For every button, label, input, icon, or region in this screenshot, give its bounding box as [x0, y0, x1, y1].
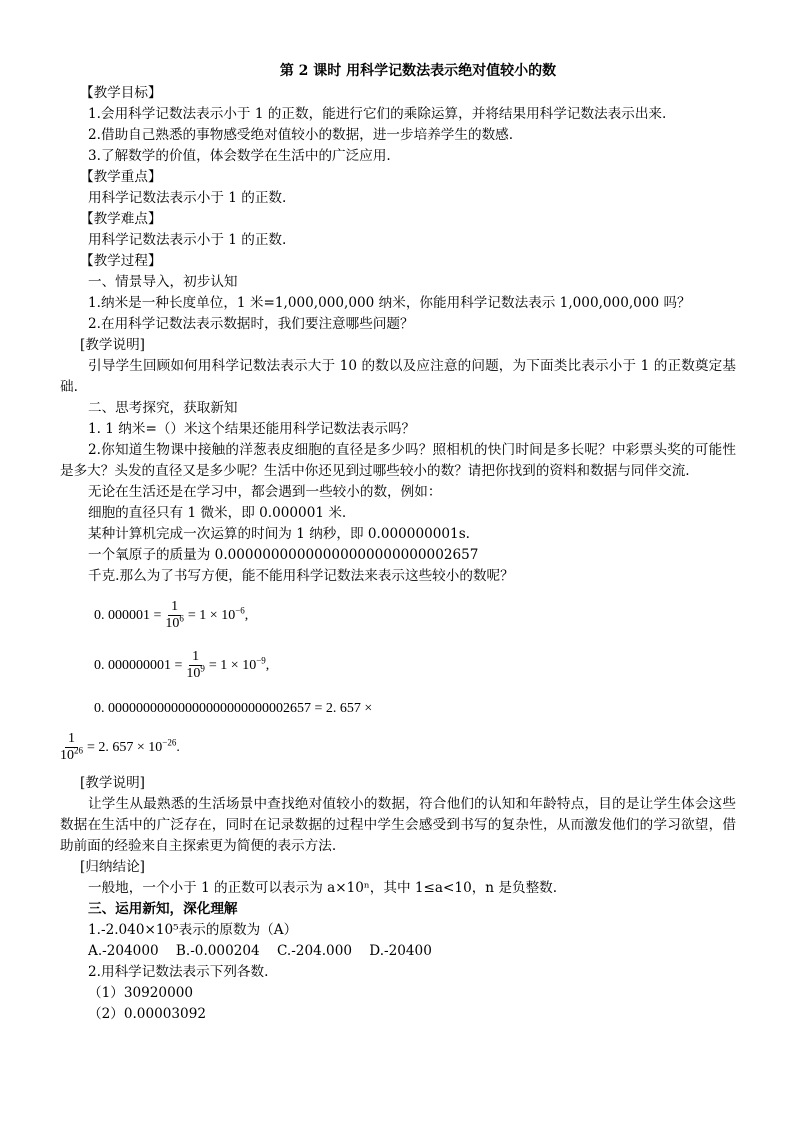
math-line-3 [94, 691, 736, 725]
question-2-item-2: （2）0.00003092 [88, 1006, 206, 1022]
goal-3: 3.了解数学的价值，体会数学在生活中的广泛应用. [88, 148, 391, 164]
math2-num: 1 [189, 649, 202, 666]
math1-fraction [165, 599, 184, 632]
math-line-2 [94, 643, 736, 687]
goals-heading: 【教学目标】 [80, 85, 162, 101]
math3-lhs: 0. 00000000000000000000000002657 = 2. 657 × [94, 700, 373, 716]
question-2-item-1: （1）30920000 [88, 985, 194, 1001]
document-page [60, 61, 736, 1025]
example-oxygen: 一个氧原子的质量为 0.00000000000000000000000002657 [88, 547, 479, 563]
question-1: 1.-2.040×10⁵表示的原数为（A） [88, 922, 298, 938]
section1-item-1: 1.纳米是一种长度单位，1 米=1,000,000,000 纳米，你能用科学记数法表示 1,000,000,000 吗？ [88, 295, 691, 311]
math2-den: $10^9$ [186, 662, 205, 681]
process-heading: 【教学过程】 [80, 253, 162, 269]
question-1-options: A.-204000 B.-0.000204 C.-204.000 D.-20400 [88, 943, 432, 959]
math1-end: , [244, 607, 249, 623]
math1-rhs: = $1 \times 10^{-6}$ [187, 604, 245, 623]
example-cell: 细胞的直径只有 1 微米，即 0.000001 米. [88, 505, 347, 521]
math4-num: 1 [65, 731, 78, 748]
section2-heading: 二、思考探究，获取新知 [88, 400, 238, 416]
math4-den: $10^{26}$ [60, 744, 83, 763]
math4-rhs: = 2. $657 \times 10^{-26}$ [87, 736, 177, 755]
key-text: 用科学记数法表示小于 1 的正数. [88, 190, 287, 206]
math1-lhs: 0. 000001 = [94, 607, 162, 623]
difficulty-heading: 【教学难点】 [80, 211, 162, 227]
goal-1: 1.会用科学记数法表示小于 1 的正数，能进行它们的乘除运算，并将结果用科学记数法表示出来. [88, 106, 667, 122]
example-computer: 某种计算机完成一次运算的时间为 1 纳秒，即 0.000000001s. [88, 526, 470, 542]
section1-item-2: 2.在用科学记数法表示数据时，我们要注意哪些问题？ [88, 316, 414, 332]
section1-note-label: [教学说明] [80, 337, 145, 353]
math4-fraction [60, 731, 83, 764]
question-2: 2.用科学记数法表示下列各数. [88, 964, 269, 980]
math2-fraction [186, 649, 205, 682]
math2-lhs: 0. 000000001 = [94, 657, 183, 673]
difficulty-text: 用科学记数法表示小于 1 的正数. [88, 232, 287, 248]
section2-item-2: 2.你知道生物课中接触的洋葱表皮细胞的直径是多少吗？照相机的快门时间是多长呢？中彩票头奖的可能性是多大？头发的直径又是多少呢？生活中你还见到过哪些较小的数？请把你找到的资料和数据与同伴交流. [60, 442, 736, 479]
section1-heading: 一、情景导入，初步认知 [88, 274, 238, 290]
math-line-4 [60, 725, 736, 769]
example-oxygen-cont: 千克.那么为了书写方便，能不能用科学记数法来表示这些较小的数呢？ [88, 568, 514, 584]
conclusion-text: 一般地，一个小于 1 的正数可以表示为 a×10ⁿ，其中 1≤a<10，n 是负整数. [88, 880, 558, 896]
math2-rhs: = $1 \times 10^{-9}$ [208, 654, 266, 673]
math4-end: . [176, 739, 180, 755]
key-heading: 【教学重点】 [80, 169, 162, 185]
lesson-title: 第 2 课时 用科学记数法表示绝对值较小的数 [279, 63, 557, 79]
math2-end: , [265, 657, 270, 673]
section3-heading: 三、运用新知，深化理解 [88, 901, 238, 917]
math1-den: $10^6$ [165, 612, 184, 631]
section2-item-1: 1. 1 纳米=（）米这个结果还能用科学记数法表示吗？ [88, 421, 416, 437]
examples-intro: 无论在生活还是在学习中，都会遇到一些较小的数，例如： [88, 484, 442, 500]
section2-note: 让学生从最熟悉的生活场景中查找绝对值较小的数据，符合他们的认知和年龄特点，目的是让学生体会这些数据在生活中的广泛存在，同时在记录数据的过程中学生会感受到书写的复杂性，从而激发他们的学习欲望，借助前面的经验来自主探索更为简便的表示方法. [60, 796, 736, 854]
section1-note: 引导学生回顾如何用科学记数法表示大于 10 的数以及应注意的问题，为下面类比表示小于 1 的正数奠定基础. [60, 358, 736, 395]
conclusion-label: [归纳结论] [80, 859, 145, 875]
math-line-1 [94, 593, 736, 637]
goal-2: 2.借助自己熟悉的事物感受绝对值较小的数据，进一步培养学生的数感. [88, 127, 514, 143]
section2-note-label: [教学说明] [80, 775, 145, 791]
math1-num: 1 [168, 599, 181, 616]
